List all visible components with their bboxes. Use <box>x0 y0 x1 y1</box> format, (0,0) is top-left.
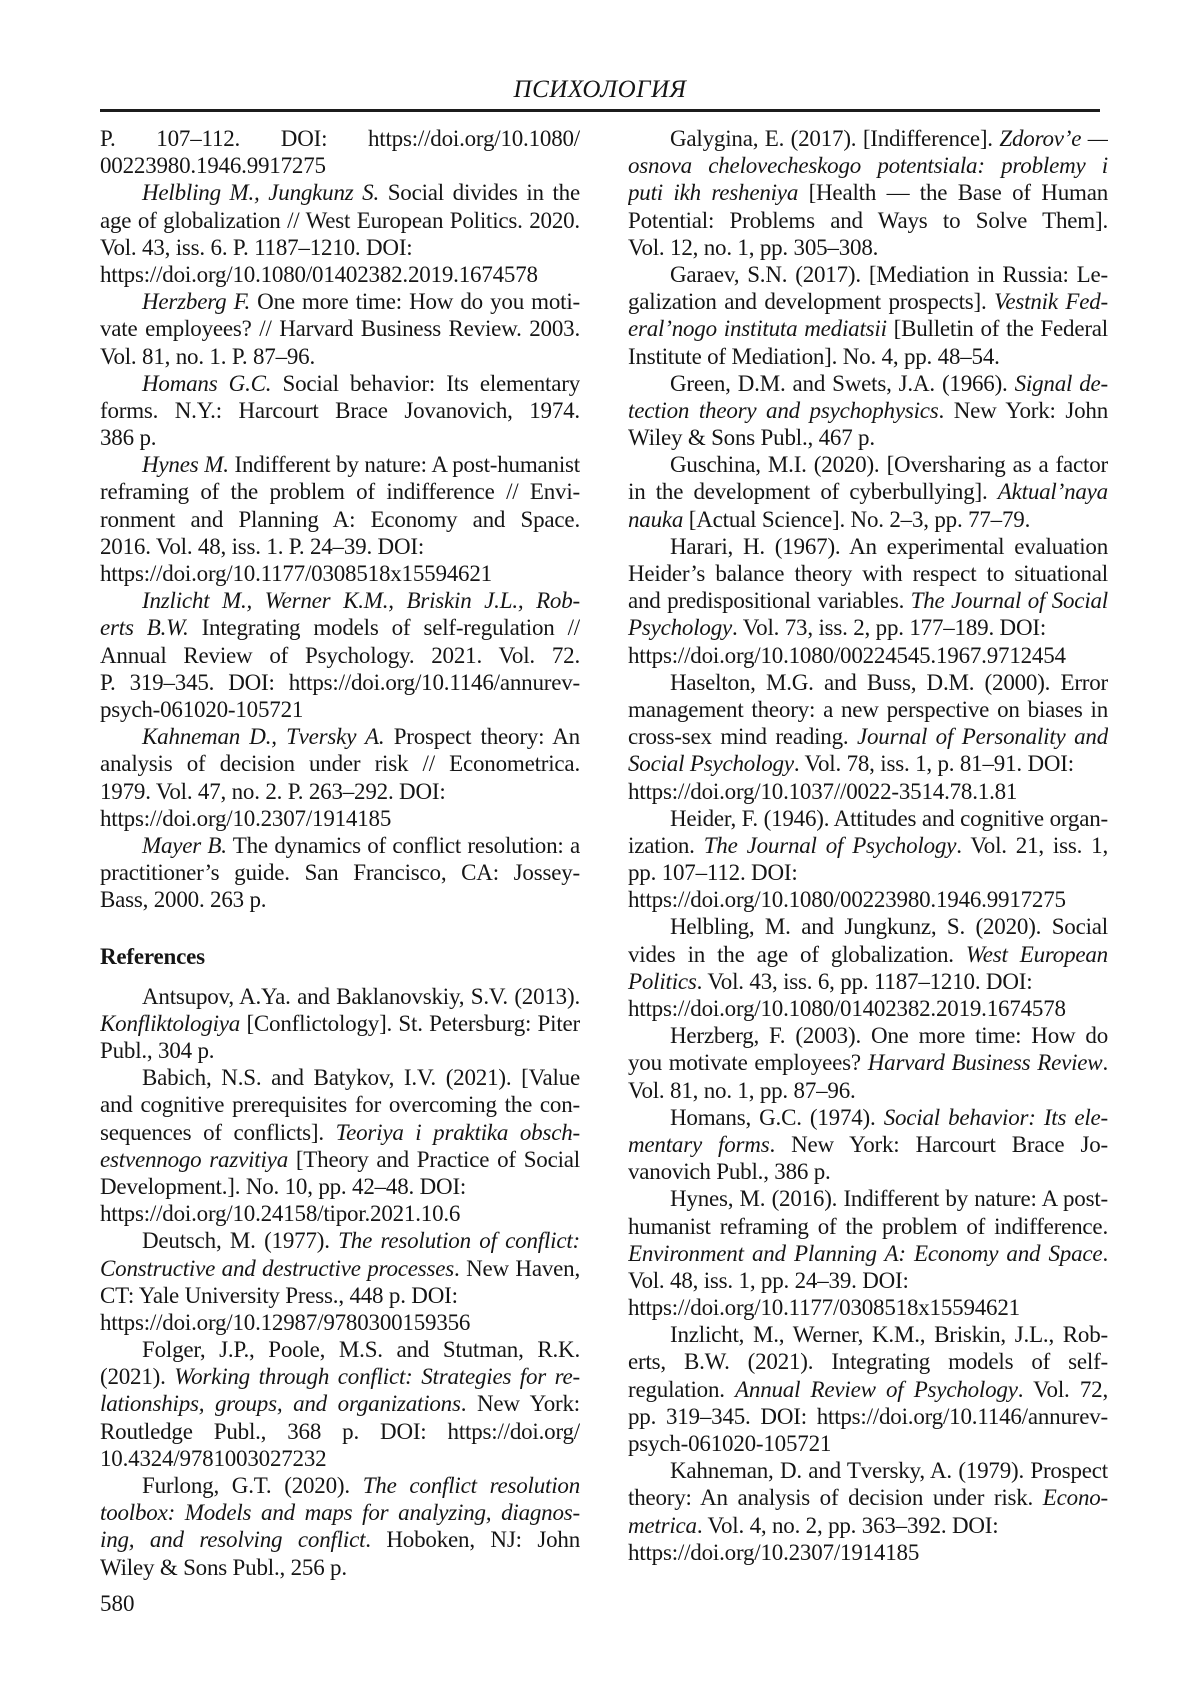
column-gap <box>100 971 580 983</box>
reference-plain-text: https://doi.org/10.1080/00224545.1967.9712454 <box>628 642 1066 668</box>
reference-plain-text: One more time: How do you moti- <box>250 289 580 315</box>
reference-line <box>628 669 1108 696</box>
reference-plain-text: Guschina, M.I. (2020). [Oversharing as a factor <box>670 452 1108 478</box>
reference-line <box>628 750 1108 777</box>
reference-line <box>628 207 1108 234</box>
reference-italic-text: mentary forms <box>628 1131 770 1157</box>
reference-plain-text: . <box>1102 1240 1108 1266</box>
reference-plain-text: Bass, 2000. 263 p. <box>100 887 267 913</box>
reference-plain-text: https://doi.org/10.24158/tipor.2021.10.6 <box>100 1201 461 1227</box>
reference-line <box>628 125 1108 152</box>
reference-italic-text: Econo- <box>1042 1485 1108 1511</box>
reference-line <box>100 533 580 560</box>
reference-italic-text: erts B.W. <box>100 615 189 641</box>
reference-plain-text: . <box>1102 1050 1108 1076</box>
reference-line <box>100 1445 580 1472</box>
reference-italic-text: puti ikh resheniya <box>628 180 799 206</box>
reference-line <box>628 1539 1108 1566</box>
reference-line <box>100 370 580 397</box>
reference-line <box>628 1512 1108 1539</box>
reference-plain-text: practitioner’s guide. San Francisco, CA: Jossey- <box>100 860 580 886</box>
reference-plain-text: forms. N.Y.: Harcourt Brace Jovanovich, 1974. <box>100 397 580 423</box>
reference-plain-text: [Health — the Base of Human <box>798 180 1108 206</box>
reference-line <box>100 805 580 832</box>
reference-columns <box>0 112 1200 1581</box>
reference-plain-text: humanist reframing of the problem of indifference. <box>628 1213 1108 1239</box>
reference-plain-text: age of globalization // West European Politics. 2020. <box>100 207 580 233</box>
reference-plain-text: management theory: a new perspective on biases in <box>628 696 1108 722</box>
reference-italic-text: Journal of Personality and <box>857 724 1108 750</box>
reference-line <box>628 1240 1108 1267</box>
reference-plain-text: Hynes, M. (2016). Indifferent by nature: A post- <box>670 1186 1108 1212</box>
reference-italic-text: eral’nogo instituta mediatsii <box>628 316 887 342</box>
reference-italic-text: Konfliktologiya <box>100 1010 241 1036</box>
reference-plain-text: and cognitive prerequisites for overcoming the con- <box>100 1092 580 1118</box>
reference-line <box>628 941 1108 968</box>
reference-line <box>100 478 580 505</box>
reference-plain-text: psych-061020-105721 <box>628 1431 832 1456</box>
reference-italic-text: Helbling M., Jungkunz S. <box>142 180 380 206</box>
reference-line <box>628 995 1108 1022</box>
reference-italic-text: Signal de- <box>1014 370 1108 396</box>
reference-line <box>100 886 580 913</box>
reference-line <box>628 614 1108 641</box>
reference-plain-text: Annual Review of Psychology. 2021. Vol. 72. <box>100 642 580 668</box>
reference-line <box>628 424 1108 451</box>
reference-plain-text: ization. <box>628 832 704 858</box>
reference-plain-text: https://doi.org/10.12987/9780300159356 <box>100 1309 471 1335</box>
reference-plain-text: 00223980.1946.9917275 <box>100 153 326 179</box>
reference-line <box>100 1526 580 1553</box>
reference-line <box>628 288 1108 315</box>
reference-line <box>100 587 580 614</box>
reference-plain-text: Social divides in the <box>379 180 580 206</box>
reference-line <box>628 179 1108 206</box>
left-column <box>100 125 580 1581</box>
reference-italic-text: Working through conflict: Strategies for re- <box>174 1364 580 1390</box>
reference-line <box>628 261 1108 288</box>
reference-line <box>628 370 1108 397</box>
reference-line <box>100 1336 580 1363</box>
reference-line <box>628 1158 1108 1185</box>
reference-plain-text: https://doi.org/10.1080/01402382.2019.1674578 <box>100 261 538 287</box>
reference-line <box>100 1418 580 1445</box>
reference-line <box>100 1499 580 1526</box>
reference-plain-text: CT: Yale University Press., 448 p. DOI: <box>100 1282 458 1308</box>
reference-line <box>100 1010 580 1037</box>
reference-line <box>100 1064 580 1091</box>
reference-plain-text: and predispositional variables. <box>628 588 911 614</box>
reference-plain-text: [Conflictology]. St. Petersburg: Piter <box>240 1010 580 1036</box>
reference-plain-text: vate employees? // Harvard Business Review. 2003. <box>100 316 580 342</box>
reference-line <box>628 1376 1108 1403</box>
reference-plain-text: cross-sex mind reading. <box>628 724 857 750</box>
reference-line <box>628 1267 1108 1294</box>
reference-plain-text: https://doi.org/10.1177/0308518x15594621 <box>100 561 492 586</box>
reference-line <box>628 778 1108 805</box>
reference-plain-text: [Actual Science]. No. 2–3, pp. 77–79. <box>683 506 1031 532</box>
reference-plain-text: P. 319–345. DOI: https://doi.org/10.1146/annurev- <box>100 669 580 695</box>
reference-plain-text: ronment and Planning A: Economy and Space. <box>100 506 580 532</box>
reference-line <box>100 207 580 234</box>
reference-italic-text: The Journal of Social <box>910 588 1108 614</box>
reference-line <box>628 886 1108 913</box>
reference-line <box>628 1077 1108 1104</box>
reference-plain-text: Green, D.M. and Swets, J.A. (1966). <box>670 370 1015 396</box>
reference-italic-text: toolbox: Models and maps for analyzing, diagnos- <box>100 1500 580 1526</box>
reference-plain-text: . Hoboken, NJ: John <box>365 1527 580 1553</box>
reference-italic-text: Vestnik Fed- <box>994 289 1108 315</box>
reference-plain-text: vanovich Publ., 386 p. <box>628 1159 831 1185</box>
reference-line <box>628 696 1108 723</box>
reference-plain-text: Deutsch, M. (1977). <box>142 1228 339 1254</box>
reference-plain-text: Folger, J.P., Poole, M.S. and Stutman, R.K. <box>142 1337 580 1363</box>
reference-line <box>628 1022 1108 1049</box>
reference-italic-text: ing, and resolving conflict <box>100 1527 366 1553</box>
reference-line <box>100 1282 580 1309</box>
reference-italic-text: Social behavior: Its ele- <box>883 1104 1108 1130</box>
reference-plain-text: reframing of the problem of indifference // Envi- <box>100 479 580 505</box>
reference-plain-text: . New York: Harcourt Brace Jo- <box>769 1131 1108 1157</box>
reference-plain-text: 386 p. <box>100 425 157 451</box>
reference-line <box>628 451 1108 478</box>
reference-italic-text: Constructive and destructive processes <box>100 1255 455 1281</box>
column-gap <box>100 913 580 943</box>
reference-plain-text: Indifferent by nature: A post-humanist <box>228 452 580 478</box>
reference-plain-text: psych-061020-105721 <box>100 696 304 722</box>
reference-plain-text: Institute of Mediation]. No. 4, pp. 48–54. <box>628 343 1000 369</box>
reference-line <box>100 1390 580 1417</box>
reference-plain-text: . Vol. 21, iss. 1, <box>956 832 1108 858</box>
reference-plain-text: Harari, H. (1967). An experimental evaluation <box>670 533 1108 559</box>
reference-plain-text: . New Haven, <box>454 1255 580 1281</box>
reference-line <box>628 832 1108 859</box>
reference-italic-text: Homans G.C. <box>142 370 272 396</box>
references-heading: References <box>100 944 205 970</box>
reference-line <box>100 506 580 533</box>
reference-line <box>628 397 1108 424</box>
reference-line <box>100 234 580 261</box>
reference-line <box>628 723 1108 750</box>
reference-italic-text: Inzlicht M., Werner K.M., Briskin J.L., Rob- <box>142 588 580 614</box>
reference-italic-text: Environment and Planning A: Economy and Space <box>628 1240 1103 1266</box>
reference-line <box>100 1363 580 1390</box>
reference-line <box>100 1227 580 1254</box>
reference-line <box>100 288 580 315</box>
reference-plain-text: you motivate employees? <box>628 1050 868 1076</box>
reference-italic-text: Politics <box>628 968 697 994</box>
reference-plain-text: pp. 107–112. DOI: <box>628 860 798 886</box>
reference-line <box>628 805 1108 832</box>
reference-plain-text: Vol. 12, no. 1, pp. 305–308. <box>628 234 879 260</box>
reference-line <box>100 1091 580 1118</box>
reference-plain-text: (2021). <box>100 1364 175 1390</box>
reference-line <box>100 614 580 641</box>
reference-plain-text: Furlong, G.T. (2020). <box>142 1473 363 1498</box>
reference-plain-text: Vol. 48, iss. 1, pp. 24–39. DOI: <box>628 1267 909 1293</box>
reference-plain-text: Kahneman, D. and Tversky, A. (1979). Prospect <box>670 1458 1108 1484</box>
reference-line <box>628 1049 1108 1076</box>
reference-plain-text: . New York: <box>460 1391 580 1417</box>
reference-line <box>628 315 1108 342</box>
right-column <box>628 125 1108 1581</box>
reference-italic-text: The Journal of Psychology <box>703 832 957 858</box>
reference-italic-text: Teoriya i praktika obsch- <box>335 1119 580 1145</box>
reference-plain-text: Helbling, M. and Jungkunz, S. (2020). Social <box>670 914 1108 940</box>
reference-plain-text: galization and development prospects]. <box>628 289 995 315</box>
reference-plain-text: . New York: John <box>938 397 1108 423</box>
reference-plain-text: 2016. Vol. 48, iss. 1. P. 24–39. DOI: <box>100 533 425 559</box>
reference-line <box>628 913 1108 940</box>
reference-plain-text: The dynamics of conflict resolution: a <box>226 832 580 858</box>
reference-plain-text: Homans, G.C. (1974). <box>670 1104 884 1130</box>
reference-plain-text: [Theory and Practice of Social <box>288 1146 580 1172</box>
reference-plain-text: Wiley & Sons Publ., 256 p. <box>100 1554 347 1580</box>
reference-line <box>628 587 1108 614</box>
reference-plain-text: 10.4324/9781003027232 <box>100 1445 327 1471</box>
reference-line <box>100 152 580 179</box>
reference-plain-text: https://doi.org/10.2307/1914185 <box>100 805 392 831</box>
reference-line <box>628 642 1108 669</box>
reference-plain-text: https://doi.org/10.1080/01402382.2019.1674578 <box>628 996 1066 1021</box>
reference-plain-text: . Vol. 78, iss. 1, p. 81–91. DOI: <box>793 751 1074 777</box>
reference-line <box>628 968 1108 995</box>
section-header: ПСИХОЛОГИЯ <box>513 76 687 103</box>
reference-line <box>100 451 580 478</box>
reference-plain-text: [Bulletin of the Federal <box>886 316 1108 342</box>
reference-line <box>100 832 580 859</box>
page-number: 580 <box>100 1590 135 1616</box>
reference-plain-text: . Vol. 73, iss. 2, pp. 177–189. DOI: <box>732 615 1047 641</box>
reference-plain-text: Development.]. No. 10, pp. 42–48. DOI: <box>100 1173 467 1199</box>
reference-plain-text: erts, B.W. (2021). Integrating models of self- <box>628 1349 1108 1375</box>
reference-line <box>100 261 580 288</box>
reference-plain-text: in the development of cyberbullying]. <box>628 479 998 505</box>
reference-italic-text: Herzberg F. <box>142 289 251 315</box>
reference-line <box>628 1348 1108 1375</box>
reference-line <box>628 1185 1108 1212</box>
reference-line <box>628 152 1108 179</box>
reference-italic-text: nauka <box>628 506 684 532</box>
reference-plain-text: https://doi.org/10.1080/00223980.1946.9917275 <box>628 887 1066 913</box>
reference-line <box>628 1430 1108 1457</box>
reference-italic-text: estvennogo razvitiya <box>100 1146 288 1172</box>
reference-plain-text: Vol. 43, iss. 6. P. 1187–1210. DOI: <box>100 234 413 260</box>
reference-plain-text: Publ., 304 p. <box>100 1038 215 1063</box>
reference-line <box>628 1457 1108 1484</box>
reference-plain-text: Herzberg, F. (2003). One more time: How do <box>670 1023 1108 1049</box>
reference-line <box>628 1104 1108 1131</box>
reference-line <box>100 696 580 723</box>
reference-plain-text: Social behavior: Its elementary <box>271 370 580 396</box>
reference-plain-text: Haselton, M.G. and Buss, D.M. (2000). Error <box>670 669 1108 695</box>
reference-italic-text: West European <box>965 941 1108 967</box>
reference-plain-text: pp. 319–345. DOI: https://doi.org/10.1146/annurev- <box>628 1403 1108 1429</box>
reference-line <box>628 1403 1108 1430</box>
reference-plain-text: Heider’s balance theory with respect to situational <box>628 561 1108 586</box>
reference-italic-text: The conflict resolution <box>362 1473 580 1498</box>
reference-line <box>100 1119 580 1146</box>
reference-italic-text: Hynes M. <box>142 452 229 478</box>
reference-plain-text: https://doi.org/10.2307/1914185 <box>628 1539 920 1565</box>
reference-plain-text: Antsupov, A.Ya. and Baklanovskiy, S.V. (2013). <box>142 983 580 1009</box>
reference-plain-text: Prospect theory: An <box>384 724 580 750</box>
reference-line <box>628 859 1108 886</box>
reference-plain-text: regulation. <box>628 1376 736 1402</box>
reference-line <box>100 669 580 696</box>
reference-line <box>100 1309 580 1336</box>
reference-italic-text: The resolution of conflict: <box>338 1228 580 1254</box>
reference-line <box>100 983 580 1010</box>
reference-plain-text: Inzlicht, M., Werner, K.M., Briskin, J.L., Rob- <box>670 1322 1108 1348</box>
reference-italic-text: Kahneman D., Tversky A. <box>142 724 385 750</box>
reference-plain-text: Integrating models of self-regulation // <box>188 615 580 641</box>
reference-italic-text: Psychology <box>628 615 733 641</box>
reference-line <box>100 424 580 451</box>
reference-plain-text: . Vol. 4, no. 2, pp. 363–392. DOI: <box>696 1512 999 1538</box>
reference-plain-text: Vol. 81, no. 1. P. 87–96. <box>100 343 316 369</box>
reference-line <box>628 234 1108 261</box>
reference-line <box>100 642 580 669</box>
reference-plain-text: Routledge Publ., 368 p. DOI: https://doi.org/ <box>100 1418 580 1444</box>
reference-plain-text: Heider, F. (1946). Attitudes and cognitive organ- <box>670 805 1108 831</box>
reference-line <box>100 125 580 152</box>
reference-line <box>100 778 580 805</box>
reference-line <box>100 397 580 424</box>
reference-plain-text: Garaev, S.N. (2017). [Mediation in Russia: Le- <box>670 261 1108 287</box>
reference-line <box>100 1037 580 1064</box>
reference-plain-text: https://doi.org/10.1177/0308518x15594621 <box>628 1295 1020 1321</box>
reference-line <box>100 1173 580 1200</box>
reference-italic-text: Zdorov’e — <box>999 126 1108 151</box>
reference-line <box>100 1554 580 1581</box>
reference-plain-text: Wiley & Sons Publ., 467 p. <box>628 425 875 451</box>
reference-line <box>628 1321 1108 1348</box>
reference-plain-text: P. 107–112. DOI: https://doi.org/10.1080/ <box>100 126 580 151</box>
reference-italic-text: Annual Review of Psychology <box>735 1376 1018 1402</box>
reference-line <box>100 560 580 587</box>
reference-line <box>628 560 1108 587</box>
reference-plain-text: analysis of decision under risk // Econometrica. <box>100 751 580 777</box>
reference-line <box>628 1131 1108 1158</box>
reference-italic-text: tection theory and psychophysics <box>628 397 939 423</box>
reference-plain-text: Potential: Problems and Ways to Solve Them]. <box>628 207 1108 233</box>
reference-line <box>100 315 580 342</box>
reference-line <box>628 506 1108 533</box>
reference-line <box>100 1255 580 1282</box>
reference-plain-text: Babich, N.S. and Batykov, I.V. (2021). [Value <box>142 1065 580 1091</box>
reference-plain-text: 1979. Vol. 47, no. 2. P. 263–292. DOI: <box>100 778 446 804</box>
reference-italic-text: Mayer B. <box>142 832 227 858</box>
reference-italic-text: osnova chelovecheskogo potentsiala: problemy i <box>628 153 1108 179</box>
reference-line <box>100 723 580 750</box>
reference-plain-text: Vol. 81, no. 1, pp. 87–96. <box>628 1077 856 1103</box>
reference-line <box>628 533 1108 560</box>
reference-line <box>628 1484 1108 1511</box>
reference-line <box>100 750 580 777</box>
reference-plain-text: . Vol. 43, iss. 6, pp. 1187–1210. DOI: <box>696 968 1033 994</box>
reference-line <box>628 1213 1108 1240</box>
reference-line <box>100 1200 580 1227</box>
reference-italic-text: Aktual’naya <box>997 479 1108 505</box>
reference-plain-text: https://doi.org/10.1037//0022-3514.78.1.81 <box>628 778 1018 804</box>
reference-italic-text: Social Psychology <box>628 751 794 777</box>
reference-line <box>100 343 580 370</box>
reference-italic-text: lationships, groups, and organizations <box>100 1391 461 1417</box>
reference-line <box>100 179 580 206</box>
reference-italic-text: metrica <box>628 1512 697 1538</box>
reference-plain-text: . Vol. 72, <box>1017 1376 1108 1402</box>
reference-plain-text: vides in the age of globalization. <box>628 941 966 967</box>
reference-line <box>100 1472 580 1499</box>
reference-plain-text: theory: An analysis of decision under risk. <box>628 1485 1043 1511</box>
reference-line <box>100 859 580 886</box>
reference-italic-text: Harvard Business Review <box>867 1050 1103 1076</box>
reference-line <box>628 1294 1108 1321</box>
reference-line <box>628 343 1108 370</box>
reference-plain-text: Galygina, E. (2017). [Indifference]. <box>670 126 1000 151</box>
reference-line <box>628 478 1108 505</box>
reference-plain-text: sequences of conflicts]. <box>100 1119 336 1145</box>
reference-line <box>100 1146 580 1173</box>
